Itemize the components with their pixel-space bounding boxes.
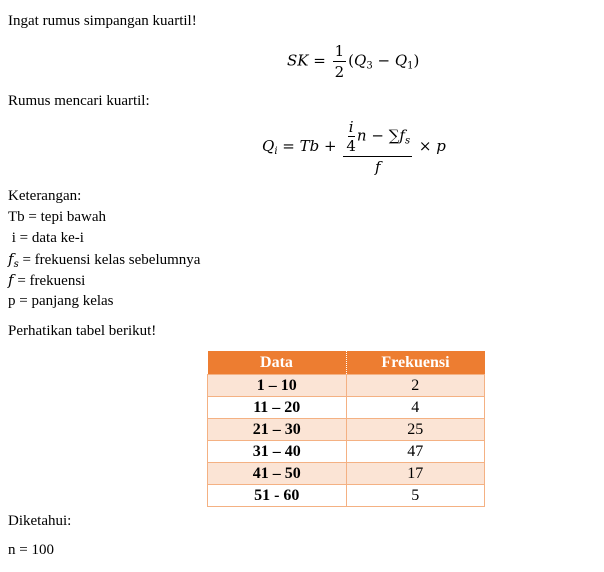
freq-cell: 2 [346, 375, 485, 397]
frequency-table [207, 351, 485, 507]
formula-sk-q3: Q [354, 51, 367, 70]
class-cell: 31 – 40 [208, 441, 347, 463]
intro-skew: Ingat rumus simpangan kuartil! [8, 13, 197, 29]
class-cell: 41 – 50 [208, 463, 347, 485]
legend-item-i: i = data ke-i [8, 230, 84, 246]
table-row [208, 419, 485, 441]
freq-cell: 17 [346, 463, 485, 485]
class-cell: 11 – 20 [208, 397, 347, 419]
header-data: Data [208, 351, 347, 375]
formula-sk-den: 2 [334, 63, 345, 81]
class-cell: 1 – 10 [208, 375, 347, 397]
table-header-row [208, 351, 485, 375]
formula-sk-lhs: SK [287, 51, 309, 70]
formula-quartile: $Q_i = Tb$ + $\frac{i}{4}$ $n - \sum f_s$ f × p [262, 118, 446, 176]
table-row [208, 375, 485, 397]
class-cell: 21 – 30 [208, 419, 347, 441]
freq-cell: 5 [346, 485, 485, 507]
formula-q-inner-fraction: $\frac{i}{4}$ [346, 118, 356, 155]
table-intro: Perhatikan tabel berikut! [8, 323, 157, 339]
freq-cell: 25 [346, 419, 485, 441]
legend-item-fs: $f_s$ = frekuensi kelas sebelumnya [8, 250, 201, 270]
table-row [208, 485, 485, 507]
known-n: n = 100 [8, 542, 54, 558]
formula-q-den: f [374, 158, 381, 176]
formula-q-tb: Tb [299, 137, 320, 155]
legend-title: Keterangan: [8, 188, 82, 204]
legend-item-f: f = frekuensi [8, 271, 86, 289]
formula-q-lhs: Q [262, 137, 275, 155]
freq-cell: 4 [346, 397, 485, 419]
freq-cell: 47 [346, 441, 485, 463]
formula-sk-fraction [333, 42, 347, 81]
legend-item-tb: Tb = tepi bawah [8, 209, 107, 225]
known-title: Diketahui: [8, 513, 72, 529]
intro-quartile: Rumus mencari kuartil: [8, 93, 150, 109]
formula-sk-num: 1 [334, 42, 345, 60]
formula-q-p: p [436, 137, 446, 155]
formula-sk-q1: Q [394, 51, 408, 70]
class-cell: 51 - 60 [208, 485, 347, 507]
table-row [208, 441, 485, 463]
table-row [208, 397, 485, 419]
header-frekuensi: Frekuensi [346, 351, 485, 375]
formula-quartile-deviation: SK = $\frac{1}{2}$ $(Q_3 - Q_1)$ [287, 42, 420, 81]
formula-q-fraction: $\frac{i}{4}$ $n - \sum f_s$ f [343, 118, 412, 176]
table-row [208, 463, 485, 485]
legend-item-p: p = panjang kelas [8, 293, 114, 309]
